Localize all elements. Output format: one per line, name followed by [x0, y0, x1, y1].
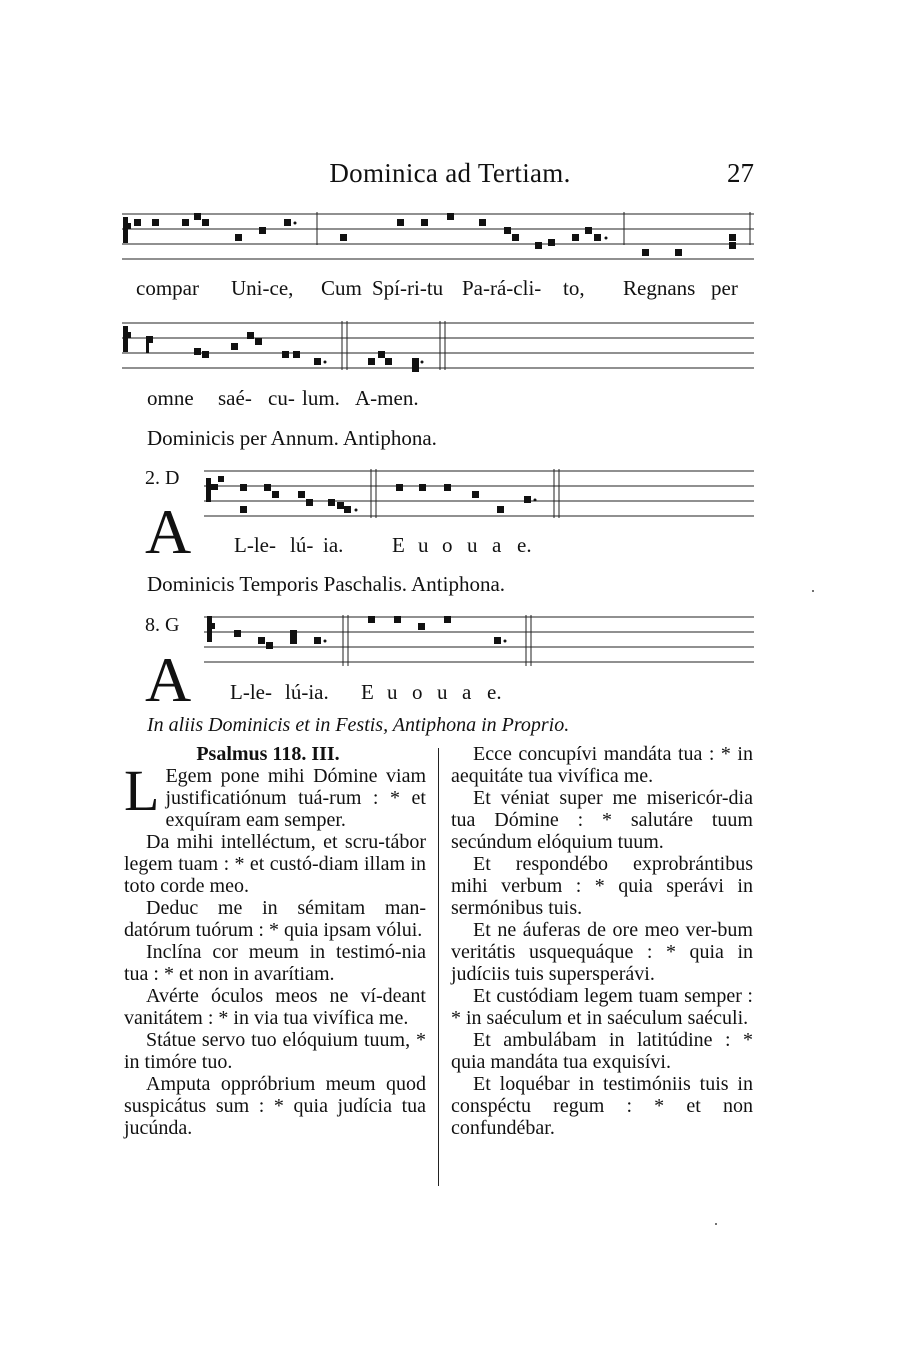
psalm-left-column — [124, 743, 426, 1139]
syllable: saé- — [218, 386, 252, 410]
antiphon-1-staff — [204, 466, 754, 526]
chant-1-lyrics-line-2 — [147, 386, 467, 412]
syllable: ia. — [323, 533, 344, 557]
psalm-verse: Da mihi intelléctum, et scru-tábor legem tuam : * et custó-diam illam in toto corde meo. — [124, 831, 426, 897]
psalm-verse: Et loquébar in testimóniis tuis in conspéctu regum : * et non confundébar. — [451, 1073, 753, 1139]
syllable: Pa-rá-cli- — [462, 276, 542, 300]
syllable: a — [492, 533, 502, 557]
antiphon-2-mode: 8. G — [145, 614, 180, 636]
syllable: L-le- — [230, 680, 272, 704]
psalm-verse: L Egem pone mihi Dómine viam justificatiónum tuá-rum : * et exquíram eam semper. — [124, 758, 426, 831]
antiphon-1-lyrics — [234, 533, 554, 559]
psalm-verse: Et véniat super me misericór-dia tua Dómine : * salutáre tuum secúndum elóquium tuum. — [451, 787, 753, 853]
syllable: to, — [563, 276, 585, 300]
print-speck — [812, 590, 814, 592]
syllable: compar — [136, 276, 199, 300]
psalm-verse: Et ne áuferas de ore meo ver-bum veritátis usquequáque : * quia in judíciis tuis supersperávi. — [451, 919, 753, 985]
syllable: cu- — [268, 386, 295, 410]
syllable: lú-ia. — [285, 680, 329, 704]
psalm-verse: Et custódiam legem tuam semper : * in saéculum et in saéculum saéculi. — [451, 985, 753, 1029]
dropcap: L — [124, 758, 160, 823]
column-divider — [438, 748, 439, 1186]
syllable: Spí-ri-tu — [372, 276, 444, 300]
antiphon-2-heading: Dominicis Temporis Paschalis. Antiphona. — [147, 572, 506, 596]
antiphon-1-initial: A — [145, 496, 192, 567]
antiphon-1-heading: Dominicis per Annum. Antiphona. — [147, 426, 437, 450]
syllable: u — [437, 680, 448, 704]
psalm-verse: Amputa oppróbrium meum quod suspicátus sum : * quia judícia tua jucúnda. — [124, 1073, 426, 1139]
syllable: o — [412, 680, 423, 704]
antiphon-2-initial: A — [145, 644, 192, 715]
chant-staff-1 — [122, 209, 754, 269]
syllable: Uni-ce, — [231, 276, 294, 300]
psalm-right-column — [451, 743, 753, 1139]
psalm-title: Psalmus 118. III. — [196, 743, 340, 765]
psalm-verse: Deduc me in sémitam man-datórum tuórum : * quia ipsam vólui. — [124, 897, 426, 941]
syllable: per — [711, 276, 738, 300]
syllable: E — [392, 533, 405, 557]
psalm-verse: Et ambulábam in latitúdine : * quia mandáta tua exquisívi. — [451, 1029, 753, 1073]
syllable: e. — [487, 680, 502, 704]
syllable: E — [361, 680, 374, 704]
syllable: Cum — [321, 276, 362, 300]
syllable: Regnans — [623, 276, 696, 300]
psalm-verse: Avérte óculos meos ne ví-deant vanitátem : * in via tua vivífica me. — [124, 985, 426, 1029]
syllable: omne — [147, 386, 194, 410]
rubric: In aliis Dominicis et in Festis, Antiphona in Proprio. — [147, 714, 570, 736]
syllable: A-men. — [355, 386, 419, 410]
chant-1-lyrics-line-1 — [136, 276, 776, 302]
syllable: lú- — [290, 533, 314, 557]
syllable: L-le- — [234, 533, 276, 557]
page-number: 27 — [727, 158, 754, 188]
psalm-verse: Et respondébo exprobrántibus mihi verbum : * quia sperávi in sermónibus tuis. — [451, 853, 753, 919]
antiphon-2-staff — [204, 612, 754, 672]
syllable: u — [467, 533, 478, 557]
syllable: u — [387, 680, 398, 704]
chant-staff-2 — [122, 318, 754, 383]
psalm-verse: Inclína cor meum in testimó-nia tua : * et non in avarítiam. — [124, 941, 426, 985]
antiphon-2-lyrics — [230, 680, 530, 706]
print-speck — [715, 1223, 717, 1225]
psalm-verse: Státue servo tuo elóquium tuum, * in timóre tuo. — [124, 1029, 426, 1073]
syllable: a — [462, 680, 472, 704]
psalm-verse: Ecce concupívi mandáta tua : * in aequitáte tua vivífica me. — [451, 743, 753, 787]
syllable: u — [418, 533, 429, 557]
antiphon-1-mode: 2. D — [145, 467, 180, 489]
page-title: Dominica ad Tertiam. — [329, 158, 571, 188]
syllable: lum. — [302, 386, 340, 410]
syllable: o — [442, 533, 453, 557]
syllable: e. — [517, 533, 532, 557]
